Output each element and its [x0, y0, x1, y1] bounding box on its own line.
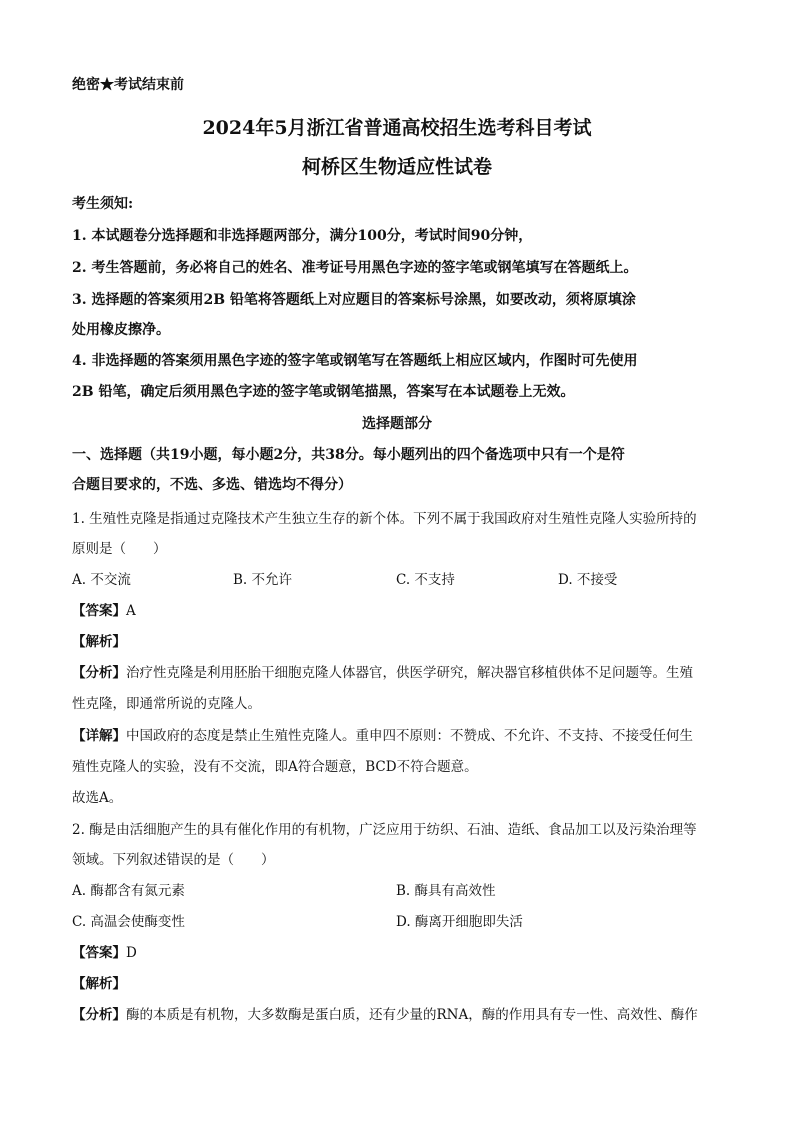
instruction-item-4: 4. 非选择题的答案须用黑色字迹的签字笔或钢笔写在答题纸上相应区域内，作图时可先使用 — [72, 353, 638, 369]
q1-conclusion: 故选A。 — [72, 790, 123, 806]
xiangjie-tag: 【详解】 — [72, 728, 126, 744]
q1-xiangjie — [72, 724, 693, 744]
q2-answer-value: D — [126, 945, 137, 961]
fenxi-tag: 【分析】 — [72, 665, 126, 681]
q1-fenxi-text: 治疗性克隆是利用胚胎干细胞克隆人体器官，供医学研究，解决器官移植供体不足问题等。生殖 — [126, 665, 693, 681]
q2-option-d: D. 酶离开细胞即失活 — [396, 914, 523, 930]
q2-option-a: A. 酶都含有氮元素 — [72, 883, 185, 899]
fenxi-tag: 【分析】 — [72, 1007, 126, 1023]
instruction-item-2: 2. 考生答题前，务必将自己的姓名、准考证号用黑色字迹的签字笔或钢笔填写在答题纸上。 — [72, 260, 638, 276]
q1-answer — [72, 599, 136, 619]
instructions-heading: 考生须知: — [72, 196, 134, 212]
q1-fenxi — [72, 661, 693, 681]
q1-stem-cont: 原则是（ ） — [72, 541, 167, 557]
q2-option-b: B. 酶具有高效性 — [396, 883, 496, 899]
answer-tag: 【答案】 — [72, 945, 126, 961]
instruction-item-3-cont: 处用橡皮擦净。 — [72, 322, 170, 338]
instruction-item-1: 1. 本试题卷分选择题和非选择题两部分，满分100分，考试时间90分钟， — [72, 228, 533, 244]
q1-xiangjie-cont: 殖性克隆人的实验，没有不交流，即A符合题意，BCD不符合题意。 — [72, 759, 478, 775]
exam-subtitle: 柯桥区生物适应性试卷 — [301, 156, 492, 178]
q1-option-c: C. 不支持 — [396, 572, 455, 588]
q2-stem: 2. 酶是由活细胞产生的具有催化作用的有机物，广泛应用于纺织、石油、造纸、食品加工以及污染治理等 — [72, 822, 697, 838]
q2-option-c: C. 高温会使酶变性 — [72, 914, 185, 930]
section-heading: 一、选择题（共19小题，每小题2分，共38分。每小题列出的四个备选项中只有一个是符 — [72, 447, 625, 463]
section-heading-cont: 合题目要求的，不选、多选、错选均不得分） — [72, 477, 352, 493]
q1-fenxi-cont: 性克隆，即通常所说的克隆人。 — [72, 696, 261, 712]
section-part-title: 选择题部分 — [362, 416, 432, 432]
q1-analysis-label: 【解析】 — [72, 634, 126, 650]
q2-analysis-label: 【解析】 — [72, 976, 126, 992]
q2-stem-cont: 领域。下列叙述错误的是（ ） — [72, 852, 275, 868]
q1-option-b: B. 不允许 — [233, 572, 293, 588]
q2-answer — [72, 941, 137, 961]
q1-xiangjie-text: 中国政府的态度是禁止生殖性克隆人。重申四不原则：不赞成、不允许、不支持、不接受任何生 — [126, 728, 693, 744]
q1-option-a: A. 不交流 — [72, 572, 131, 588]
q2-fenxi-text: 酶的本质是有机物，大多数酶是蛋白质，还有少量的RNA，酶的作用具有专一性、高效性、酶作 — [126, 1007, 698, 1023]
q2-fenxi — [72, 1003, 698, 1023]
exam-title: 2024年5月浙江省普通高校招生选考科目考试 — [202, 117, 592, 139]
instruction-item-4-cont: 2B 铅笔，确定后须用黑色字迹的签字笔或钢笔描黑，答案写在本试题卷上无效。 — [72, 384, 575, 400]
confidential-label: 绝密★考试结束前 — [72, 77, 184, 93]
q1-answer-value: A — [126, 603, 136, 619]
q1-option-d: D. 不接受 — [558, 572, 618, 588]
answer-tag: 【答案】 — [72, 603, 126, 619]
instruction-item-3: 3. 选择题的答案须用2B 铅笔将答题纸上对应题目的答案标号涂黑，如要改动，须将原填涂 — [72, 292, 636, 308]
q1-stem: 1. 生殖性克隆是指通过克隆技术产生独立生存的新个体。下列不属于我国政府对生殖性克隆人实验所持的 — [72, 511, 697, 527]
